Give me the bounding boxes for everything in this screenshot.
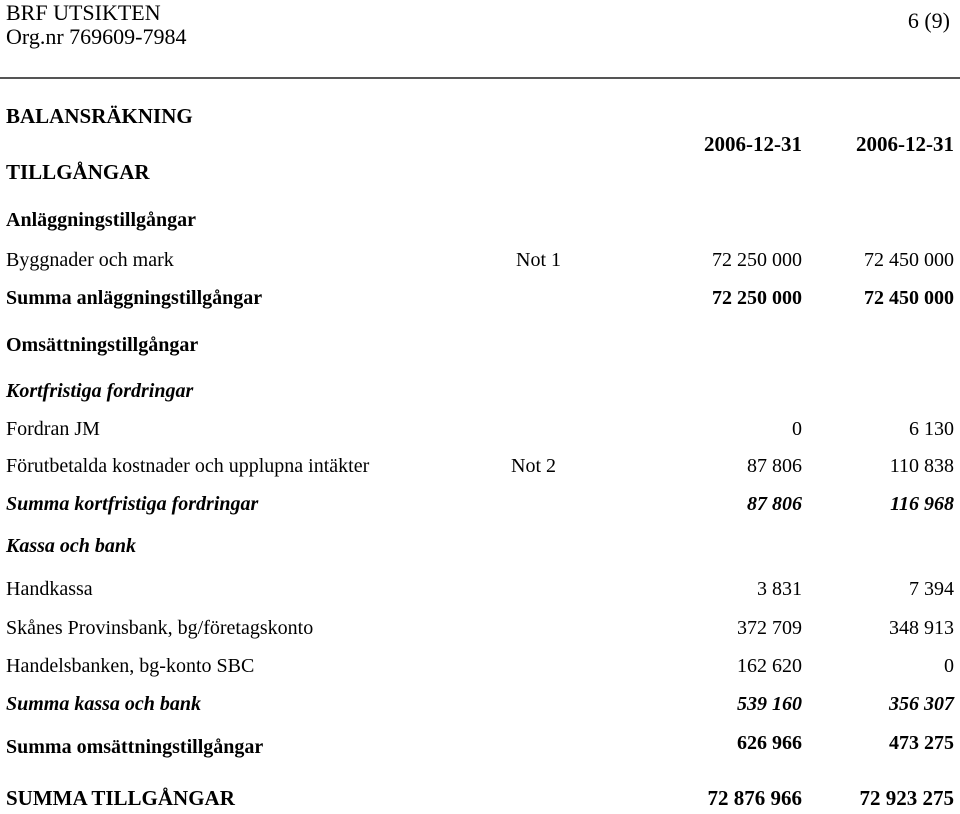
row-label: Förutbetalda kostnader och upplupna intäkter [6,455,370,477]
value-col-2: 72 923 275 [859,786,954,810]
subtotal-row [0,732,960,764]
row-label: Fordran JM [6,418,100,440]
row-label: Kortfristiga fordringar [6,380,194,402]
table-row [0,655,960,683]
org-number: Org.nr 769609-7984 [6,24,187,49]
group-heading-anlaggningstillgangar [0,209,960,237]
table-row [0,578,960,606]
row-label: Summa kassa och bank [6,693,202,715]
row-label: Summa anläggningstillgångar [6,287,263,309]
column-date-2: 2006-12-31 [856,132,954,156]
value-col-1: 0 [792,418,802,440]
row-label: Byggnader och mark [6,249,174,271]
row-label: Handkassa [6,578,93,600]
row-label: Handelsbanken, bg-konto SBC [6,655,255,677]
column-date-1: 2006-12-31 [704,132,802,156]
subgroup-heading-kassa [0,535,960,563]
page-number: 6 (9) [907,8,950,33]
value-col-1: 87 806 [747,455,802,477]
subtotal-row [0,287,960,315]
group-heading-omsattningstillgangar [0,334,960,362]
value-col-2: 348 913 [889,617,954,639]
value-col-2: 72 450 000 [864,287,954,309]
value-col-1: 372 709 [737,617,802,639]
value-col-1: 87 806 [747,493,802,515]
value-col-1: 626 966 [737,732,802,754]
page-title: BALANSRÄKNING [6,104,193,128]
subtotal-row [0,493,960,521]
value-col-2: 110 838 [889,455,954,477]
value-col-2: 72 450 000 [864,249,954,271]
value-col-2: 7 394 [909,578,954,600]
row-label: SUMMA TILLGÅNGAR [6,786,235,810]
value-col-1: 72 250 000 [712,249,802,271]
row-label: Skånes Provinsbank, bg/företagskonto [6,617,314,639]
org-name: BRF UTSIKTEN [6,0,161,25]
header-divider [0,77,960,79]
value-col-1: 162 620 [737,655,802,677]
value-col-2: 473 275 [889,732,954,754]
table-row [0,249,960,277]
note-ref: Not 2 [511,455,556,477]
table-row [0,617,960,645]
value-col-2: 6 130 [909,418,954,440]
value-col-2: 356 307 [889,693,954,715]
row-label: Omsättningstillgångar [6,334,199,356]
row-label: Kassa och bank [6,535,137,557]
table-row [0,418,960,446]
value-col-1: 72 876 966 [707,786,802,810]
value-col-2: 116 968 [890,493,954,515]
row-label: Summa kortfristiga fordringar [6,493,259,515]
table-row [0,455,960,483]
row-label: Summa omsättningstillgångar [6,736,264,758]
subgroup-heading-kortfristiga [0,380,960,408]
value-col-1: 72 250 000 [712,287,802,309]
subtotal-row [0,693,960,721]
value-col-2: 0 [944,655,954,677]
row-label: Anläggningstillgångar [6,209,197,231]
value-col-1: 539 160 [737,693,802,715]
value-col-1: 3 831 [757,578,802,600]
note-ref: Not 1 [516,249,561,271]
section-heading: TILLGÅNGAR [6,160,150,184]
